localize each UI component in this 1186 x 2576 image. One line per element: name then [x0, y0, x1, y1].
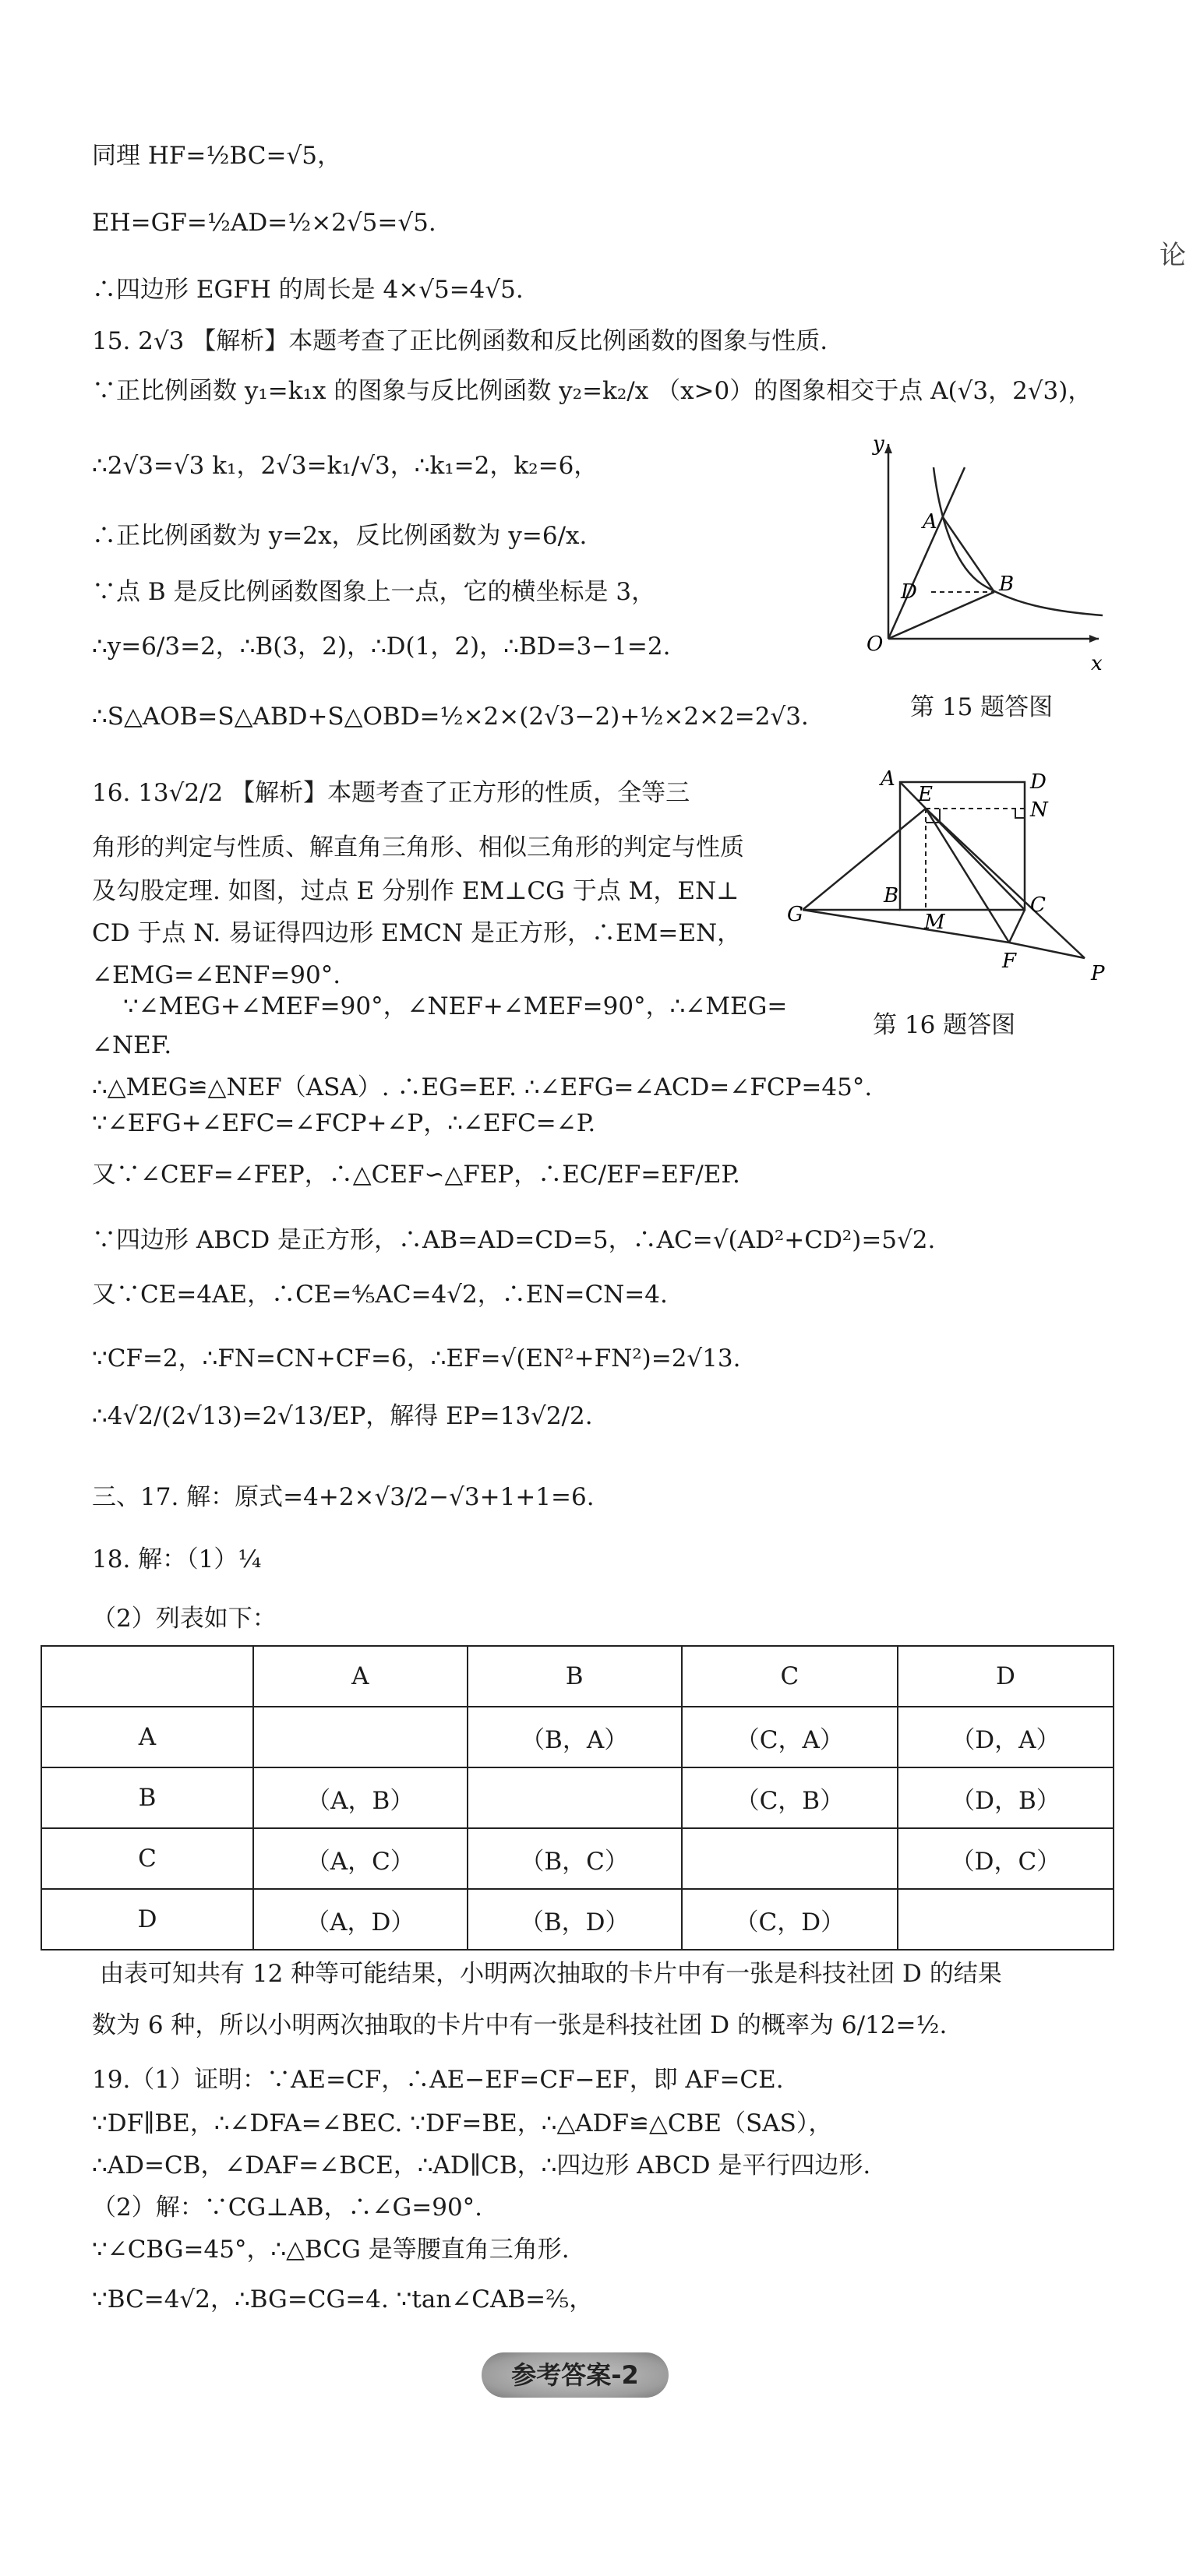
label-B: B — [884, 884, 899, 907]
solution-line: 由表可知共有 12 种等可能结果，小明两次抽取的卡片中有一张是科技社团 D 的结果 — [100, 1960, 1002, 1988]
solution-line: ∴正比例函数为 y=2x，反比例函数为 y=6/x. — [92, 522, 588, 550]
problem-19-line: 19.（1）证明：∵AE=CF，∴AE−EF=CF−EF，即 AF=CE. — [92, 2066, 784, 2094]
solution-line: ∴2√3=√3 k₁，2√3=k₁/√3，∴k₁=2，k₂=6， — [92, 452, 598, 480]
label-O: O — [867, 633, 884, 656]
figure-15-caption: 第 15 题答图 — [910, 693, 1054, 721]
table-cell: C — [682, 1646, 898, 1707]
solution-line: ∠NEF. — [92, 1031, 172, 1059]
solution-line: 又∵CE=4AE，∴CE=⅘AC=4√2，∴EN=CN=4. — [92, 1281, 668, 1309]
solution-line: ∵∠MEG+∠MEF=90°，∠NEF+∠MEF=90°，∴∠MEG= — [123, 992, 788, 1020]
solution-line: ∴AD=CB，∠DAF=∠BCE，∴AD∥CB，∴四边形 ABCD 是平行四边形. — [92, 2151, 871, 2180]
solution-line: ∴S△AOB=S△ABD+S△OBD=½×2×(2√3−2)+½×2×2=2√3. — [92, 703, 809, 731]
solution-line: ∵BC=4√2，∴BG=CG=4. ∵tan∠CAB=⅖， — [92, 2285, 594, 2313]
solution-line: ∵点 B 是反比例函数图象上一点，它的横坐标是 3， — [92, 578, 656, 606]
label-D: D — [1030, 770, 1047, 794]
label-D: D — [901, 580, 917, 604]
segment-CF — [1009, 910, 1025, 943]
solution-line: 同理 HF=½BC=√5， — [92, 142, 341, 170]
solution-line: ∴y=6/3=2，∴B(3，2)，∴D(1，2)，∴BD=3−1=2. — [92, 633, 671, 661]
solution-line: ∴4√2/(2√13)=2√13/EP，解得 EP=13√2/2. — [92, 1402, 593, 1430]
solution-line: ∵四边形 ABCD 是正方形，∴AB=AD=CD=5，∴AC=√(AD²+CD²)=5√2. — [92, 1226, 936, 1254]
label-M: M — [924, 911, 945, 934]
table-cell: A — [253, 1646, 468, 1707]
solution-line: ∵DF∥BE，∴∠DFA=∠BEC. ∵DF=BE，∴△ADF≌△CBE（SAS）， — [92, 2109, 833, 2137]
label-N: N — [1030, 798, 1048, 822]
segment-AB — [943, 517, 994, 592]
solution-line: 数为 6 种，所以小明两次抽取的卡片中有一张是科技社团 D 的概率为 6/12=½. — [92, 2011, 948, 2039]
figure-16 — [787, 767, 1114, 985]
page-footer-badge: 参考答案-2 — [482, 2352, 669, 2398]
solution-line: CD 于点 N. 易证得四边形 EMCN 是正方形，∴EM=EN， — [92, 919, 742, 947]
label-x: x — [1091, 652, 1103, 675]
segment-FP — [1009, 943, 1085, 958]
table-cell: （A，B） — [253, 1767, 468, 1828]
table-cell: C — [41, 1828, 253, 1889]
solution-line: 及勾股定理. 如图，过点 E 分别作 EM⊥CG 于点 M，EN⊥ — [92, 877, 739, 905]
label-y: y — [873, 432, 884, 456]
solution-line: ∵正比例函数 y₁=k₁x 的图象与反比例函数 y₂=k₂/x （x>0）的图象相交于点 A(√3，2√3)， — [92, 377, 1092, 405]
solution-line: ∴四边形 EGFH 的周长是 4×√5=4√5. — [92, 276, 524, 304]
table-cell — [682, 1828, 898, 1889]
table-cell — [253, 1707, 468, 1767]
solution-line: ∠EMG=∠ENF=90°. — [92, 961, 341, 989]
table-cell: D — [898, 1646, 1114, 1707]
table-cell: （B，C） — [468, 1828, 682, 1889]
label-C: C — [1030, 893, 1046, 917]
solution-line: （2）列表如下： — [92, 1605, 277, 1633]
table-cell: （C，A） — [682, 1707, 898, 1767]
table-cell: B — [468, 1646, 682, 1707]
solution-line: ∵CF=2，∴FN=CN+CF=6，∴EF=√(EN²+FN²)=2√13. — [92, 1344, 741, 1373]
label-A: A — [923, 510, 937, 534]
table-cell: （A，C） — [253, 1828, 468, 1889]
table-cell: （D，B） — [898, 1767, 1114, 1828]
line-y-2x — [888, 467, 965, 639]
label-G: G — [787, 903, 803, 926]
problem-17-line: 三、17. 解：原式=4+2×√3/2−√3+1+1=6. — [92, 1483, 595, 1511]
figure-15 — [857, 432, 1114, 685]
label-F: F — [1002, 950, 1017, 973]
solution-line: 角形的判定与性质、解直角三角形、相似三角形的判定与性质 — [92, 833, 744, 862]
segment-GE — [803, 809, 926, 910]
table-header-row — [41, 1646, 1114, 1707]
label-E: E — [918, 783, 933, 806]
table-cell: （C，B） — [682, 1767, 898, 1828]
right-angle-mark-N — [1015, 809, 1025, 818]
table-cell — [898, 1889, 1114, 1950]
table-cell: D — [41, 1889, 253, 1950]
table-row — [41, 1828, 1114, 1889]
table-row — [41, 1889, 1114, 1950]
x-axis-arrow — [1089, 635, 1099, 643]
y-axis-arrow — [884, 444, 892, 453]
problem-15-header: 15. 2√3 【解析】本题考查了正比例函数和反比例函数的图象与性质. — [92, 327, 828, 355]
table-cell: B — [41, 1767, 253, 1828]
problem-18-line: 18. 解：（1）¼ — [92, 1545, 262, 1573]
table-row — [41, 1707, 1114, 1767]
solution-line: ∵∠EFG+∠EFC=∠FCP+∠P，∴∠EFC=∠P. — [92, 1109, 596, 1137]
solution-line: EH=GF=½AD=½×2√5=√5. — [92, 209, 436, 237]
solution-line: ∴△MEG≌△NEF（ASA）. ∴EG=EF. ∴∠EFG=∠ACD=∠FCP=45°. — [92, 1073, 873, 1101]
label-P: P — [1091, 962, 1105, 985]
table-cell: A — [41, 1707, 253, 1767]
table-cell — [468, 1767, 682, 1828]
table-cell: （B，D） — [468, 1889, 682, 1950]
problem-16-header: 16. 13√2/2 【解析】本题考查了正方形的性质，全等三 — [92, 779, 690, 807]
label-A: A — [881, 767, 895, 791]
solution-line: 又∵∠CEF=∠FEP，∴△CEF∽△FEP，∴EC/EF=EF/EP. — [92, 1161, 740, 1189]
solution-line: ∵∠CBG=45°，∴△BCG 是等腰直角三角形. — [92, 2236, 570, 2264]
label-B: B — [999, 573, 1015, 596]
table-cell: （D，A） — [898, 1707, 1114, 1767]
table-cell: （B，A） — [468, 1707, 682, 1767]
table-cell: （C，D） — [682, 1889, 898, 1950]
outcome-table — [41, 1645, 1114, 1951]
table-cell: （D，C） — [898, 1828, 1114, 1889]
cropped-edge-character: 论 — [1160, 240, 1186, 271]
segment-GF — [803, 910, 1009, 943]
table-cell — [41, 1646, 253, 1707]
table-cell: （A，D） — [253, 1889, 468, 1950]
table-row — [41, 1767, 1114, 1828]
solution-line: （2）解：∵CG⊥AB，∴∠G=90°. — [92, 2194, 483, 2222]
figure-16-caption: 第 16 题答图 — [873, 1011, 1016, 1039]
